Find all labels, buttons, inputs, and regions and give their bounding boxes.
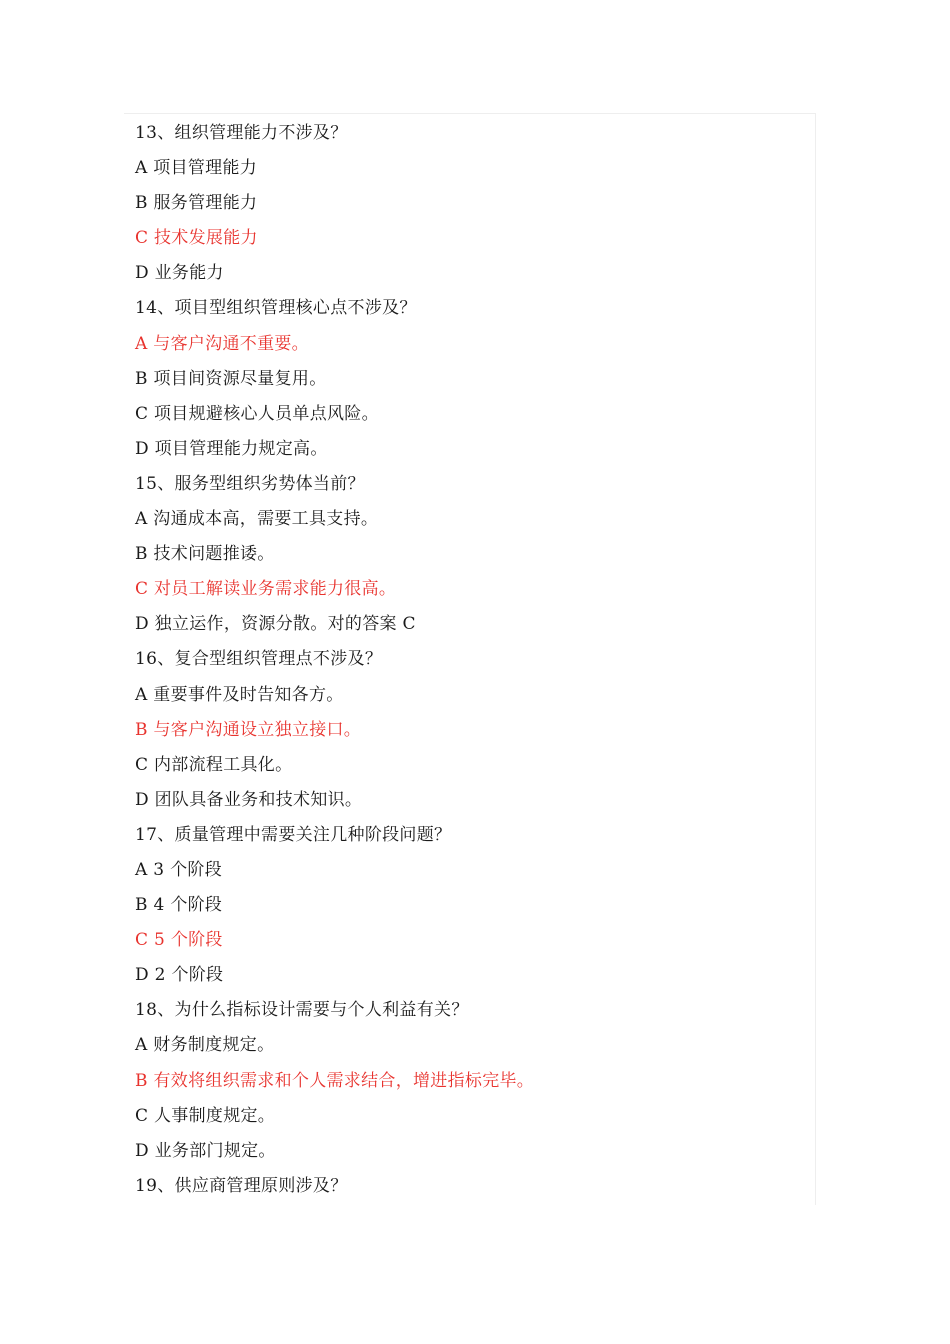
answer-option: D 独立运作，资源分散。对的答案 C [135, 614, 416, 635]
correct-answer-option: B 与客户沟通设立独立接口。 [135, 719, 362, 740]
question-text: 19、供应商管理原则涉及？ [135, 1175, 348, 1196]
answer-option: A 财务制度规定。 [135, 1035, 275, 1056]
correct-answer-option: C 对员工解读业务需求能力很高。 [135, 579, 397, 600]
question-text: 17、质量管理中需要关注几种阶段问题？ [135, 824, 452, 845]
question-text: 15、服务型组织劣势体当前？ [135, 473, 365, 494]
question-text: 18、为什么指标设计需要与个人利益有关？ [135, 1000, 469, 1021]
answer-option: B 4 个阶段 [135, 895, 223, 916]
question-list [135, 116, 795, 1204]
answer-option: A 沟通成本高，需要工具支持。 [135, 509, 379, 530]
answer-option: A 重要事件及时告知各方。 [135, 684, 344, 705]
answer-option: D 团队具备业务和技术知识。 [135, 789, 363, 810]
answer-option: D 业务部门规定。 [135, 1140, 276, 1161]
question-text: 16、复合型组织管理点不涉及？ [135, 649, 383, 670]
correct-answer-option: A 与客户沟通不重要。 [135, 333, 309, 354]
answer-option: D 2 个阶段 [135, 965, 224, 986]
question-text: 13、组织管理能力不涉及？ [135, 123, 348, 143]
answer-option: B 项目间资源尽量复用。 [135, 368, 327, 389]
correct-answer-option: C 5 个阶段 [135, 930, 223, 951]
answer-option: D 项目管理能力规定高。 [135, 438, 328, 459]
answer-option: B 服务管理能力 [135, 193, 258, 214]
answer-option: C 人事制度规定。 [135, 1105, 276, 1126]
answer-option: C 项目规避核心人员单点风险。 [135, 403, 379, 424]
correct-answer-option: B 有效将组织需求和个人需求结合，增进指标完毕。 [135, 1070, 535, 1091]
answer-option: C 内部流程工具化。 [135, 754, 293, 775]
answer-option: A 3 个阶段 [135, 859, 223, 880]
answer-option: D 业务能力 [135, 263, 224, 284]
answer-option: A 项目管理能力 [135, 158, 258, 179]
answer-option: B 技术问题推诿。 [135, 544, 275, 565]
correct-answer-option: C 技术发展能力 [135, 228, 258, 249]
question-text: 14、项目型组织管理核心点不涉及？ [135, 298, 417, 319]
